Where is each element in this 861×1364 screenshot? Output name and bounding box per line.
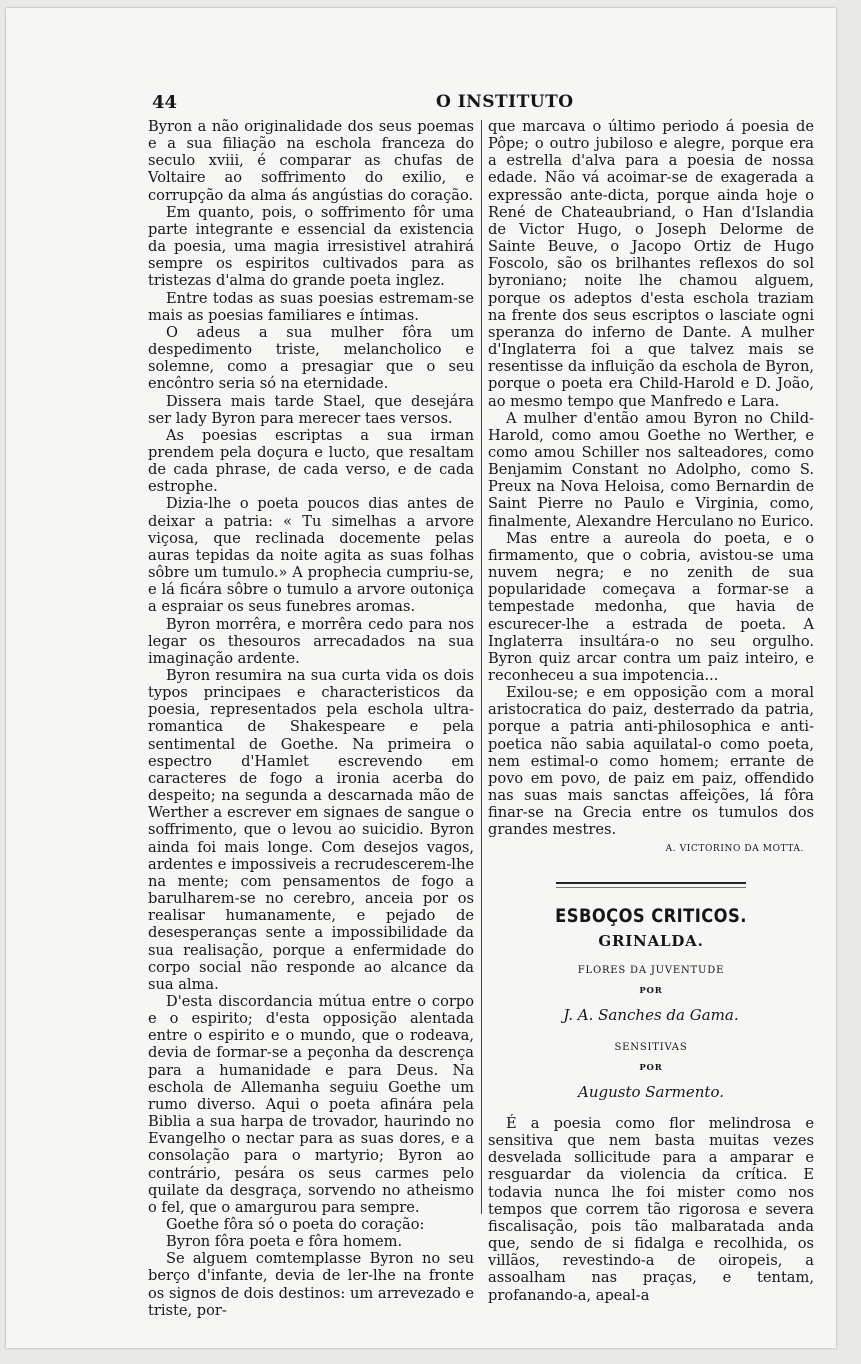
paragraph: Byron fôra poeta e fôra homem. — [166, 1233, 403, 1251]
paragraph: Entre todas as suas poesias estremam-se mais as poesias familiares e íntimas. — [148, 289, 474, 324]
reviewed-work-author: J. A. Sanches da Gama. — [563, 1006, 739, 1025]
left-column — [148, 118, 474, 1319]
section-title: ESBOÇOS CRITICOS. — [555, 904, 747, 927]
page-number: 44 — [152, 92, 178, 113]
reviewed-work-title: FLORES DA JUVENTUDE — [577, 965, 725, 977]
section-subtitle: GRINALDA. — [598, 931, 704, 950]
paragraph: Byron a não originalidade dos seus poemas e a sua filiação na eschola franceza do seculo xviii, é comparar as chufas de Voltaire ao soffrimento do exilio, e corrupção da alma ás angústias do coração. — [148, 118, 474, 204]
paragraph: Em quanto, pois, o soffrimento fôr uma parte integrante e essencial da existencia da poesia, uma magia irresistivel atrahirá sempre os espiritos cultivados para as tristezas d'alma do grande poeta inglez. — [148, 203, 474, 290]
author-signature: A. VICTORINO DA MOTTA. — [665, 843, 804, 854]
paragraph: As poesias escriptas a sua irman prendem pela doçura e lucto, que resaltam de cada phrase, de cada verso, e de cada estrophe. — [148, 426, 474, 496]
reviewed-work-title: SENSITIVAS — [614, 1041, 688, 1053]
reviewed-work-author: Augusto Sarmento. — [578, 1082, 724, 1101]
paragraph: Byron resumira na sua curta vida os dois typos principaes e characteristicos da poesia, representados pela eschola ultra-romantica de Shakespeare e pela sentimental de Goethe. Na primeira o espectro d'Hamlet escrevendo em caracteres de fogo a ironia acerba do despeito; na segunda a descarnada mão de Werther a escrever em signaes de sangue o soffrimento, que o levou ao suicidio. Byron ainda foi mais longe. Com desejos vagos, ardentes e impossiveis a recrudescerem-lhe na mente; com pensamentos de fogo a barulharem-se no cerebro, anceia por os realisar humanamente, e pejado de desesperanças sente a impossibilidade da sua realisação, porque a enfermidade do corpo social não responde ao alcance da sua alma. — [148, 667, 474, 993]
running-head: O INSTITUTO — [436, 92, 574, 112]
paragraph: Mas entre a aureola do poeta, e o firmamento, que o cobria, avistou-se uma nuvem negra; e no zenith de sua popularidade começava a formar-se a tempestade medonha, que havia de escurecer-lhe a estrada de poeta. A Inglaterra insultára-o no seu orgulho. Byron quiz arcar contra um paiz inteiro, e reconheceu a sua impotencia... — [488, 529, 814, 684]
paragraph: Goethe fôra só o poeta do coração: — [166, 1216, 425, 1233]
column-divider — [481, 120, 482, 1214]
paragraph: D'esta discordancia mútua entre o corpo e o espirito; d'esta opposição alentada entre o espirito e o mundo, que o rodeava, devia de formar-se a peçonha da descrença para a humanidade e para Deus. Na eschola de Allemanha seguiu Goethe um rumo diverso. Aqui o poeta afinára pela Biblia a sua harpa de trovador, haurindo no Evangelho o nectar para as suas dores, e a consolação para o martyrio; Byron ao contrário, pesára os seus carmes pelo quilate da desgraça, sorvendo no atheismo o fel, que o amargurou para sempre. — [148, 992, 474, 1216]
paragraph: Exilou-se; e em opposição com a moral aristocratica do paiz, desterrado da patria, porque a patria anti-philosophica e anti-poetica não sabia aquilatal-o como poeta, nem estimal-o como homem; errante de povo em povo, de paiz em paiz, offendido nas suas mais sanctas affeições, lá fôra finar-se na Grecia entre os tumulos dos grandes mestres. — [488, 684, 814, 839]
by-label: POR — [639, 1062, 663, 1073]
paragraph: que marcava o último periodo á poesia de Pôpe; o outro jubiloso e alegre, porque era a estrella d'alva para a poesia de nossa edade. Não vá acoimar-se de exagerada a expressão ante-dicta, porque ainda hoje o René de Chateaubriand, o Han d'Islandia de Victor Hugo, o Joseph Delorme de Sainte Beuve, o Jacopo Ortiz de Hugo Foscolo, são os brilhantes reflexos do sol byroniano; noite lhe chamou alguem, porque os adeptos d'esta eschola traziam na frente dos seus escriptos o lasciate ogni speranza do inferno de Dante. A mulher d'Inglaterra foi a que talvez mais se resentisse da influição da eschola de Byron, porque o poeta era Child-Harold e D. João, ao mesmo tempo que Manfredo e Lara. — [488, 118, 814, 410]
paragraph: Dizia-lhe o poeta poucos dias antes de deixar a patria: « Tu simelhas a arvore viçosa, que reclinada docemente pelas auras tepidas da noite agita as suas folhas sôbre um tumulo.» A prophecia cumpriu-se, e lá ficára sôbre o tumulo a arvore outoniça a espraiar os seus funebres aromas. — [148, 495, 474, 616]
paragraph: Se alguem comtemplasse Byron no seu berço d'infante, devia de ler-lhe na fronte os signos de dois destinos: um arrevezado e triste, por- — [148, 1250, 474, 1319]
section-separator — [556, 882, 746, 888]
paragraph: Dissera mais tarde Stael, que desejára ser lady Byron para merecer taes versos. — [148, 392, 474, 427]
paragraph: A mulher d'então amou Byron no Child-Harold, como amou Goethe no Werther, e como amou Schiller nos salteadores, como Benjamim Constant no Adolpho, como S. Preux na Nova Heloisa, como Bernardin de Saint Pierre no Paulo e Virginia, como, finalmente, Alexandre Herculano no Eurico. — [488, 409, 814, 530]
paragraph: Byron morrêra, e morrêra cedo para nos legar os thesouros arrecadados na sua imaginação ardente. — [148, 615, 474, 667]
by-label: POR — [639, 986, 663, 997]
paragraph: O adeus a sua mulher fôra um despedimento triste, melancholico e solemne, como a presagiar que o seu encôntro seria só na eternidade. — [148, 323, 474, 393]
paragraph: É a poesia como flor melindrosa e sensitiva que nem basta muitas vezes desvelada sollicitude para a amparar e resguardar da violencia da crítica. E todavia nunca lhe foi mister como nos tempos que correm tão rigorosa e severa fiscalisação, pois tão malbaratada anda que, sendo de si fidalga e recolhida, os villãos, revestindo-a de oiropeis, a assoalham nas praças, e tentam, profanando-a, apeal-a — [488, 1114, 814, 1304]
right-column — [488, 118, 814, 1304]
